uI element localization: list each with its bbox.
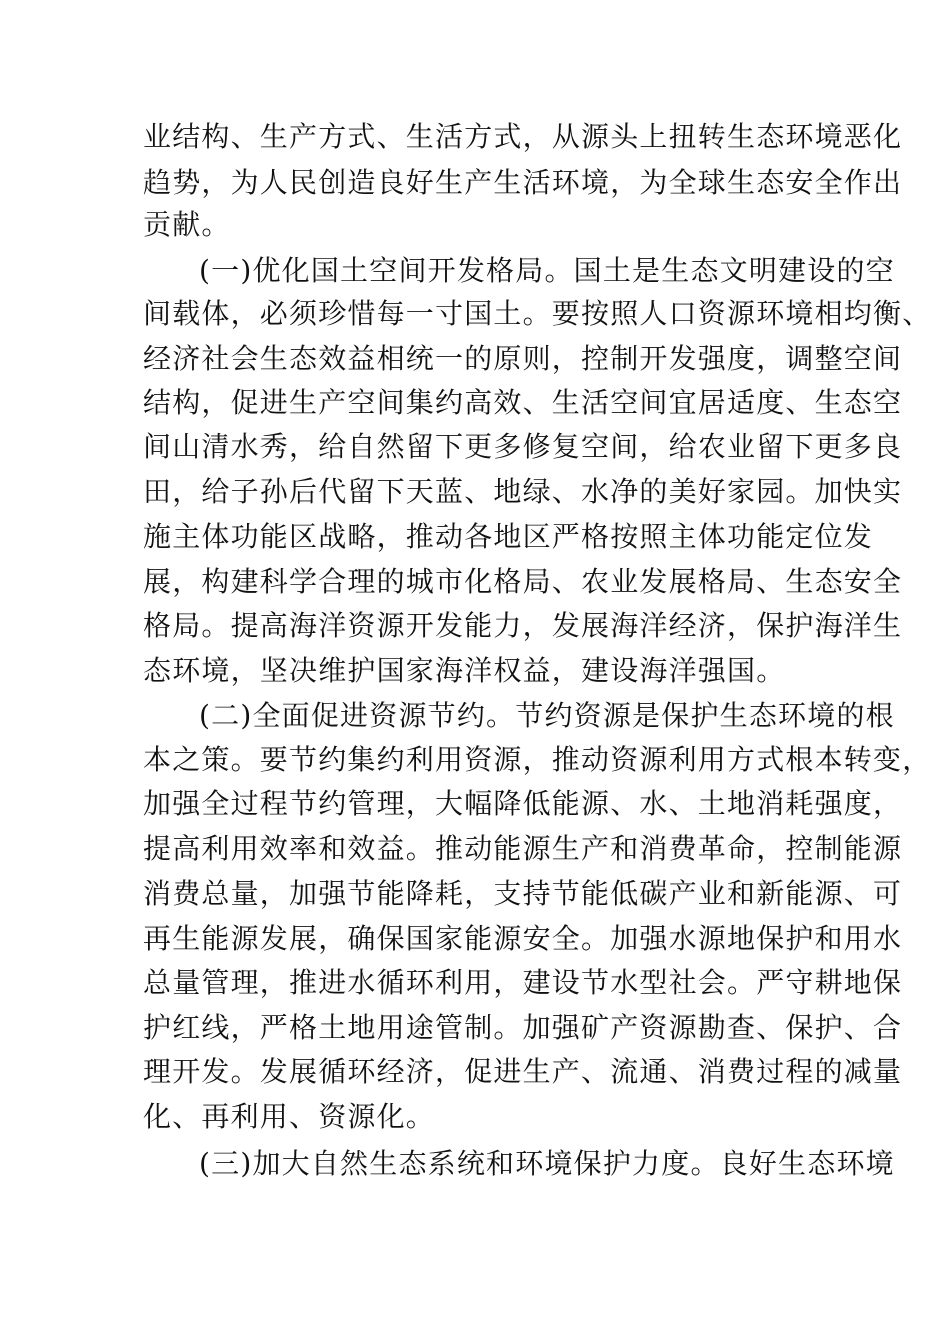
paragraph-heading-2: (二)全面促进资源节约。节约资源是保护生态环境的根 bbox=[199, 699, 895, 732]
text-line: 护红线，严格土地用途管制。加强矿产资源勘查、保护、合 bbox=[143, 1011, 903, 1044]
paragraph-heading-1: (一)优化国土空间开发格局。国土是生态文明建设的空 bbox=[199, 254, 895, 287]
text-line: 再生能源发展，确保国家能源安全。加强水源地保护和用水 bbox=[143, 922, 903, 955]
text-line: 消费总量，加强节能降耗，支持节能低碳产业和新能源、可 bbox=[143, 877, 903, 910]
text-line: 本之策。要节约集约利用资源，推动资源利用方式根本转变， bbox=[143, 743, 932, 776]
text-line: 化、再利用、资源化。 bbox=[143, 1100, 436, 1133]
paragraph-heading-3: (三)加大自然生态系统和环境保护力度。良好生态环境 bbox=[199, 1147, 895, 1180]
text-line: 结构，促进生产空间集约高效、生活空间宜居适度、生态空 bbox=[143, 386, 903, 419]
text-line: 态环境，坚决维护国家海洋权益，建设海洋强国。 bbox=[143, 654, 786, 687]
text-line: 总量管理，推进水循环利用，建设节水型社会。严守耕地保 bbox=[143, 966, 903, 999]
text-line: 贡献。 bbox=[143, 208, 231, 241]
text-line: 加强全过程节约管理，大幅降低能源、水、土地消耗强度， bbox=[143, 787, 903, 820]
text-line: 趋势，为人民创造良好生产生活环境，为全球生态安全作出 bbox=[143, 166, 903, 199]
text-line: 田，给子孙后代留下天蓝、地绿、水净的美好家园。加快实 bbox=[143, 475, 903, 508]
text-line: 展，构建科学合理的城市化格局、农业发展格局、生态安全 bbox=[143, 565, 903, 598]
text-line: 经济社会生态效益相统一的原则，控制开发强度，调整空间 bbox=[143, 342, 903, 375]
text-line: 格局。提高海洋资源开发能力，发展海洋经济，保护海洋生 bbox=[143, 609, 903, 642]
text-line: 理开发。发展循环经济，促进生产、流通、消费过程的减量 bbox=[143, 1055, 903, 1088]
text-line: 提高利用效率和效益。推动能源生产和消费革命，控制能源 bbox=[143, 832, 903, 865]
text-line: 间载体，必须珍惜每一寸国土。要按照人口资源环境相均衡、 bbox=[143, 297, 932, 330]
text-line: 间山清水秀，给自然留下更多修复空间，给农业留下更多良 bbox=[143, 430, 903, 463]
text-line: 业结构、生产方式、生活方式，从源头上扭转生态环境恶化 bbox=[143, 120, 903, 153]
text-line: 施主体功能区战略，推动各地区严格按照主体功能定位发 bbox=[143, 520, 874, 553]
